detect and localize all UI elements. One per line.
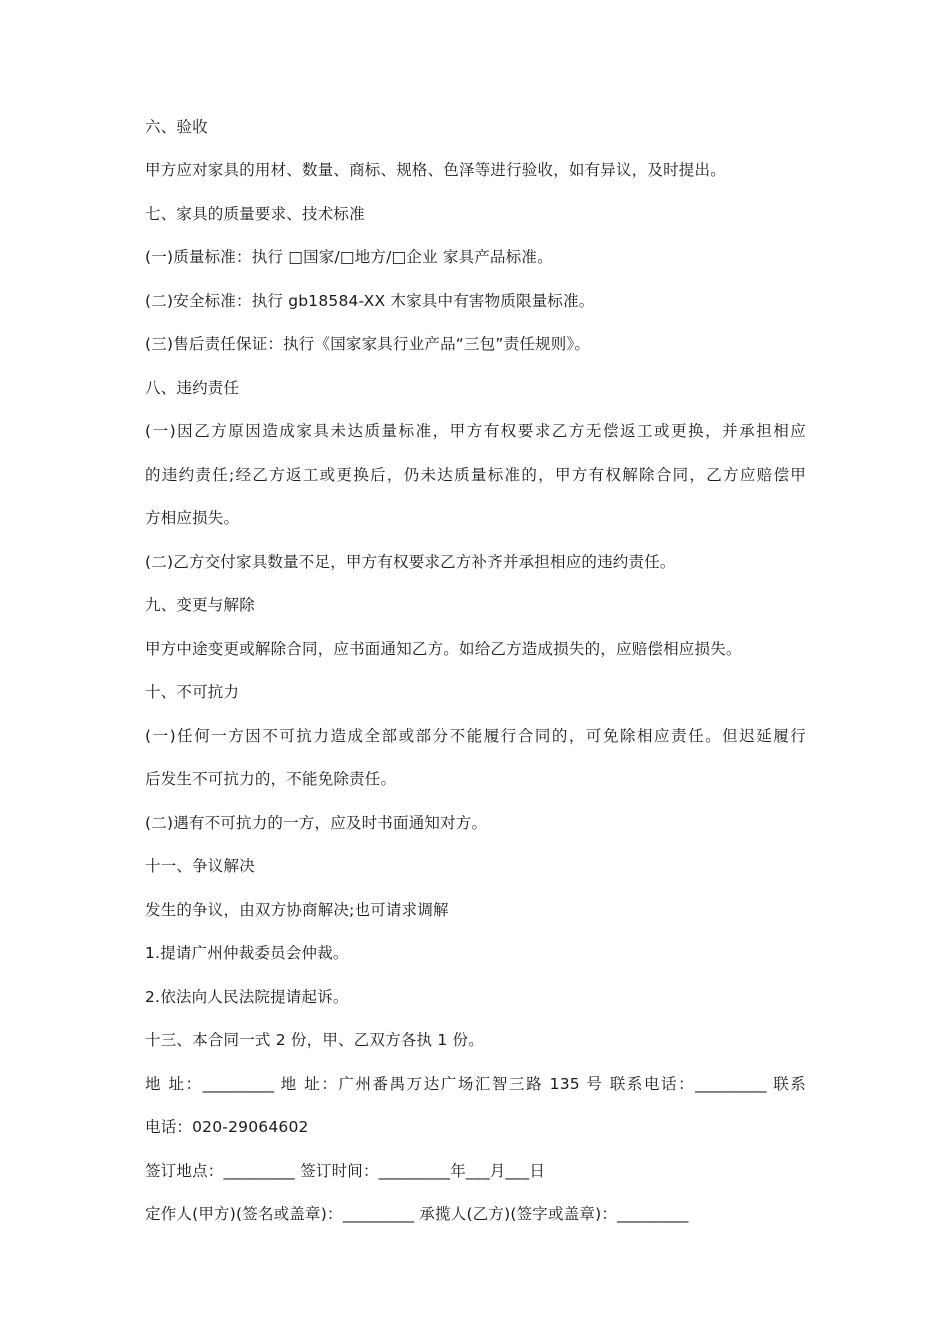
paragraph: (三)售后责任保证：执行《国家家具行业产品“三包”责任规则》。 xyxy=(145,335,591,353)
section-heading-dispute: 十一、争议解决 xyxy=(145,857,255,875)
paragraph: (二)乙方交付家具数量不足，甲方有权要求乙方补齐并承担相应的违约责任。 xyxy=(145,553,676,571)
paragraph: (一)因乙方原因造成家具未达质量标准，甲方有权要求乙方无偿返工或更换，并承担相应 xyxy=(145,422,806,440)
paragraph: (一)质量标准：执行 □国家/□地方/□企业 家具产品标准。 xyxy=(145,248,553,266)
section-heading-quality: 七、家具的质量要求、技术标准 xyxy=(145,205,365,223)
paragraph: (二)安全标准：执行 gb18584-XX 木家具中有害物质限量标准。 xyxy=(145,292,595,310)
section-heading-liability: 八、违约责任 xyxy=(145,379,240,397)
section-heading-acceptance: 六、验收 xyxy=(145,118,208,136)
signing-place-line: 签订地点：_________ 签订时间：_________年___月___日 xyxy=(145,1162,546,1180)
paragraph: (二)遇有不可抗力的一方，应及时书面通知对方。 xyxy=(145,814,488,832)
list-item: 1.提请广州仲裁委员会仲裁。 xyxy=(145,944,349,962)
signature-line: 定作人(甲方)(签名或盖章)：_________ 承揽人(乙方)(签字或盖章)：_________ xyxy=(145,1205,689,1223)
paragraph: 甲方中途变更或解除合同，应书面通知乙方。如给乙方造成损失的，应赔偿相应损失。 xyxy=(145,640,742,658)
phone-line: 电话：020-29064602 xyxy=(145,1118,309,1136)
paragraph: (一)任何一方因不可抗力造成全部或部分不能履行合同的，可免除相应责任。但迟延履行 xyxy=(145,727,806,745)
paragraph: 的违约责任;经乙方返工或更换后，仍未达质量标准的，甲方有权解除合同，乙方应赔偿甲 xyxy=(145,466,806,484)
address-line: 地 址：_________ 地 址：广州番禺万达广场汇智三路 135 号 联系电话：_________ 联系 xyxy=(145,1075,806,1093)
paragraph: 甲方应对家具的用材、数量、商标、规格、色泽等进行验收，如有异议，及时提出。 xyxy=(145,161,726,179)
paragraph: 十三、本合同一式 2 份，甲、乙双方各执 1 份。 xyxy=(145,1031,484,1049)
paragraph: 发生的争议，由双方协商解决;也可请求调解 xyxy=(145,901,449,919)
list-item: 2.依法向人民法院提请起诉。 xyxy=(145,988,349,1006)
section-heading-change: 九、变更与解除 xyxy=(145,596,255,614)
paragraph: 方相应损失。 xyxy=(145,509,240,527)
paragraph: 后发生不可抗力的，不能免除责任。 xyxy=(145,770,397,788)
section-heading-force-majeure: 十、不可抗力 xyxy=(145,683,240,701)
